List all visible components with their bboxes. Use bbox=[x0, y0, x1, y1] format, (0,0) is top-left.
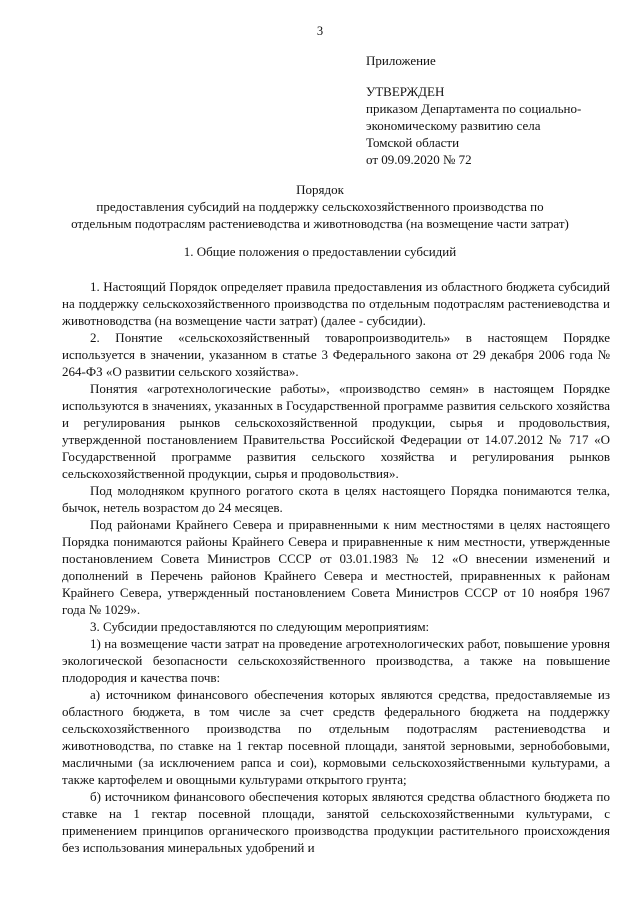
approval-line: экономическому развитию села bbox=[366, 118, 541, 133]
approval-block bbox=[366, 52, 628, 168]
paragraph: 3. Субсидии предоставляются по следующим мероприятиям: bbox=[90, 619, 430, 634]
title-heading: Порядок bbox=[296, 182, 344, 197]
paragraph: 1) на возмещение части затрат на проведение агротехнологических работ, повышение уровня экологической безопасности сельскохозяйственного производства, а также на повышение плодородия и качества почв: bbox=[62, 636, 610, 685]
paragraph: 2. Понятие «сельскохозяйственный товаропроизводитель» в настоящем Порядке используется в значении, указанном в статье 3 Федерального закона от 29 декабря 2006 года № 264-ФЗ «О развитии сельского хозяйства». bbox=[62, 330, 610, 379]
appendix-label: Приложение bbox=[366, 53, 436, 68]
paragraph: б) источником финансового обеспечения которых являются средства областного бюджета по ставке на 1 гектар посевной площади, занятой сельскохозяйственными культурами, с применением принципов органического производства продукции растительного происхождения без использования минеральных удобрений и bbox=[62, 789, 610, 855]
section-heading: 1. Общие положения о предоставлении субсидий bbox=[183, 244, 457, 259]
approval-line: приказом Департамента по социально- bbox=[366, 101, 582, 116]
spacer bbox=[366, 69, 628, 83]
paragraph: Понятия «агротехнологические работы», «производство семян» в настоящем Порядке используются в значениях, указанных в Государственной программе развития сельского хозяйства и регулирования рынков сельскохозяйственной продукции, сырья и продовольствия, утвержденной постановлением Правительства Российской Федерации от 14.07.2012 № 717 «О Государственной программе развития сельского хозяйства и регулирования рынков сельскохозяйственной продукции, сырья и продовольствия». bbox=[62, 381, 610, 481]
title-line: отдельным подотраслям растениеводства и животноводства (на возмещение части затрат) bbox=[71, 216, 569, 231]
approved-label: УТВЕРЖДЕН bbox=[366, 84, 445, 99]
paragraph: Под районами Крайнего Севера и приравненными к ним местностями в целях настоящего Порядка понимаются районы Крайнего Севера и приравненные к ним местности, утвержденные постановлением Совета Министров СССР от 03.01.1983 № 12 «О внесении изменений и дополнений в Перечень районов Крайнего Севера и местностей, приравненных к районам Крайнего Севера, утвержденный постановлением Совета Министров СССР от 10 ноября 1967 года № 1029». bbox=[62, 517, 610, 617]
page-number: 3 bbox=[316, 24, 324, 38]
paragraph: Под молодняком крупного рогатого скота в целях настоящего Порядка понимаются телка, бычок, нетель возрастом до 24 месяцев. bbox=[62, 483, 610, 515]
approval-line: Томской области bbox=[366, 135, 460, 150]
paragraph: 1. Настоящий Порядок определяет правила предоставления из областного бюджета субсидий на поддержку сельскохозяйственного производства по отдельным подотраслям растениеводства и животноводства (на возмещение части затрат) (далее - субсидии). bbox=[62, 279, 610, 328]
approval-date: от 09.09.2020 № 72 bbox=[366, 152, 472, 167]
title-line: предоставления субсидий на поддержку сельскохозяйственного производства по bbox=[96, 199, 544, 214]
paragraph: а) источником финансового обеспечения которых являются средства, предоставляемые из областного бюджета, в том числе за счет средств федерального бюджета на поддержку сельскохозяйственного производства по отдельным подотраслям растениеводства и животноводства, по ставке на 1 гектар посевной площади, занятой зерновыми, зернобобовыми, масличными (за исключением рапса и сои), кормовыми сельскохозяйственными культурами, а также картофелем и овощными культурами открытого грунта; bbox=[62, 687, 610, 787]
document-body bbox=[62, 278, 610, 856]
document-title bbox=[0, 181, 640, 232]
